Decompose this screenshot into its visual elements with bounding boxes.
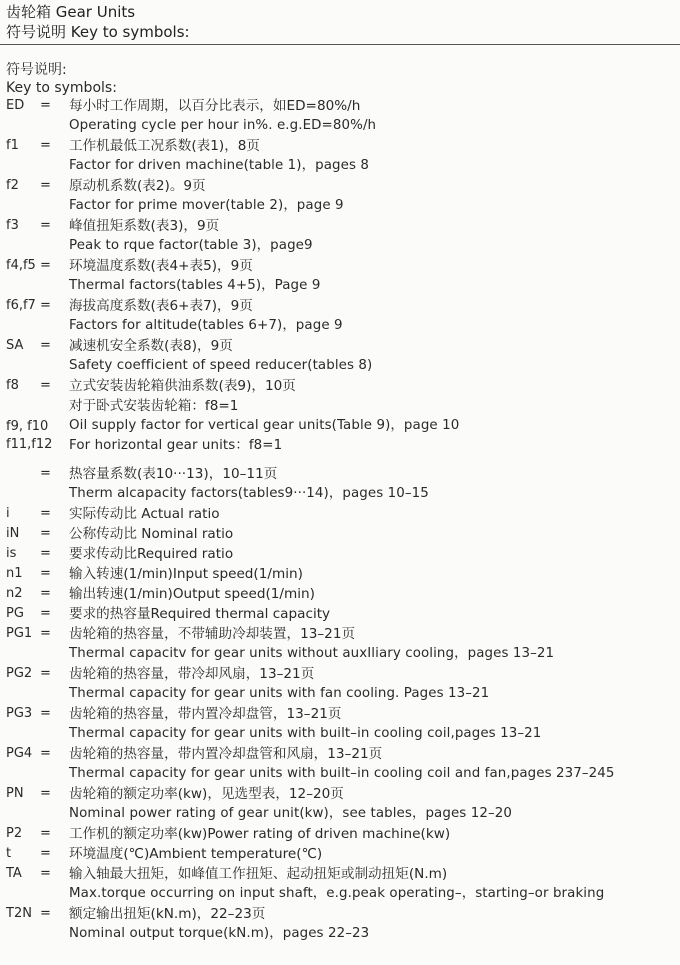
equals-sign: = bbox=[40, 338, 51, 353]
symbol-entry bbox=[0, 744, 680, 784]
description-line: 额定输出扭矩(kN.m)，22–23页 bbox=[69, 906, 266, 922]
symbol-label: PN bbox=[6, 786, 24, 801]
symbol-label: PG4 bbox=[6, 746, 33, 761]
description-line: 工作机的额定功率(kw)Power rating of driven machine(kw) bbox=[69, 826, 451, 842]
description-line: Max.torque occurring on input shaft，e.g.peak operating–，starting–or braking bbox=[69, 886, 605, 901]
description-line: Thermal capacitv for gear units without auxIliary cooling，pages 13–21 bbox=[69, 646, 555, 661]
symbol-entry bbox=[0, 784, 680, 824]
description-line: Operating cycle per hour in%. e.g.ED=80%/h bbox=[69, 118, 377, 133]
equals-sign: = bbox=[40, 666, 51, 681]
symbol-description bbox=[69, 544, 680, 564]
description-line: For horizontal gear units：f8=1 bbox=[69, 438, 283, 453]
description-line: 齿轮箱的热容量，带内置冷却盘管和风扇，13–21页 bbox=[69, 746, 383, 762]
symbol-entry bbox=[0, 864, 680, 904]
symbol-entry bbox=[0, 824, 680, 844]
description-line: Oil supply factor for vertical gear units(Table 9)，page 10 bbox=[69, 418, 460, 433]
symbol-entry bbox=[0, 584, 680, 604]
description-line: Nominal power rating of gear unit(kw)，see tables，pages 12–20 bbox=[69, 806, 513, 821]
symbol-label: n2 bbox=[6, 586, 23, 601]
symbol-description bbox=[69, 664, 680, 704]
equals-sign: = bbox=[40, 746, 51, 761]
intro-zh: 符号说明: bbox=[6, 62, 67, 78]
symbol-description bbox=[69, 624, 680, 664]
symbol-label-line: f11,f12 bbox=[6, 437, 53, 452]
symbol-description bbox=[69, 584, 680, 604]
description-line: Therm alcapacity factors(tables9···14)，pages 10–15 bbox=[69, 486, 429, 501]
description-line: Factors for altitude(tables 6+7)，page 9 bbox=[69, 318, 343, 333]
symbol-label: ED bbox=[6, 98, 25, 113]
equals-sign: = bbox=[40, 846, 51, 861]
symbol-description bbox=[69, 604, 680, 624]
description-line: Thermal capacity for gear units with fan cooling. Pages 13–21 bbox=[69, 686, 490, 701]
symbol-description bbox=[69, 524, 680, 544]
symbol-label: f1 bbox=[6, 138, 19, 153]
description-line: Thermal capacity for gear units with built–in cooling coil and fan,pages 237–245 bbox=[69, 766, 615, 781]
symbol-entry bbox=[0, 256, 680, 296]
header-title: 齿轮箱 Gear Units bbox=[6, 3, 136, 21]
equals-sign: = bbox=[40, 378, 51, 393]
symbol-description bbox=[69, 464, 680, 504]
symbol-entry bbox=[0, 844, 680, 864]
equals-sign: = bbox=[40, 98, 51, 113]
symbol-label: i bbox=[6, 506, 10, 521]
equals-sign: = bbox=[40, 566, 51, 581]
symbol-description bbox=[69, 136, 680, 176]
description-line: 环境温度(℃)Ambient temperature(℃) bbox=[69, 846, 323, 862]
symbol-entry bbox=[0, 544, 680, 564]
description-line: 输出转速(1/min)Output speed(1/min) bbox=[69, 586, 315, 602]
description-line: Thermal capacity for gear units with built–in cooling coil,pages 13–21 bbox=[69, 726, 542, 741]
header-divider bbox=[0, 44, 680, 45]
symbol-label: f2 bbox=[6, 178, 19, 193]
description-line: 每小时工作周期，以百分比表示，如ED=80%/h bbox=[69, 98, 361, 114]
equals-sign: = bbox=[40, 298, 51, 313]
symbol-label: f8 bbox=[6, 378, 19, 393]
description-line: 实际传动比 Actual ratio bbox=[69, 506, 220, 522]
symbol-description bbox=[69, 296, 680, 336]
symbol-label-line: f9, f10 bbox=[6, 419, 49, 434]
equals-sign: = bbox=[40, 906, 51, 921]
equals-sign: = bbox=[40, 506, 51, 521]
symbol-entry bbox=[0, 176, 680, 216]
symbol-entry bbox=[0, 704, 680, 744]
symbol-entry bbox=[0, 464, 680, 504]
equals-sign: = bbox=[40, 138, 51, 153]
symbol-label: T2N bbox=[6, 906, 32, 921]
symbol-entry bbox=[0, 564, 680, 584]
symbol-description bbox=[69, 376, 680, 456]
equals-sign: = bbox=[40, 706, 51, 721]
symbol-entry bbox=[0, 136, 680, 176]
equals-sign: = bbox=[40, 258, 51, 273]
description-line: 输入轴最大扭矩，如峰值工作扭矩、起动扭矩或制动扭矩(N.m) bbox=[69, 866, 448, 882]
description-line: Peak to rque factor(table 3)，page9 bbox=[69, 238, 313, 253]
equals-sign: = bbox=[40, 826, 51, 841]
symbol-label: PG2 bbox=[6, 666, 33, 681]
intro bbox=[6, 61, 117, 97]
symbol-entry bbox=[0, 376, 680, 456]
symbol-description bbox=[69, 96, 680, 136]
symbol-label: PG bbox=[6, 606, 24, 621]
description-line: 齿轮箱的热容量，带冷却风扇，13–21页 bbox=[69, 666, 315, 682]
symbol-description bbox=[69, 864, 680, 904]
symbol-description bbox=[69, 784, 680, 824]
symbol-label: iN bbox=[6, 526, 20, 541]
symbol-description bbox=[69, 216, 680, 256]
equals-sign: = bbox=[40, 218, 51, 233]
symbol-entry bbox=[0, 336, 680, 376]
equals-sign: = bbox=[40, 586, 51, 601]
symbol-entry bbox=[0, 524, 680, 544]
symbol-entry bbox=[0, 216, 680, 256]
symbol-description bbox=[69, 256, 680, 296]
symbol-label: SA bbox=[6, 338, 24, 353]
description-line: Safety coefficient of speed reducer(tables 8) bbox=[69, 358, 373, 373]
symbol-description bbox=[69, 904, 680, 944]
description-line: 峰值扭矩系数(表3)，9页 bbox=[69, 218, 220, 234]
symbol-label bbox=[6, 418, 52, 454]
description-line: 齿轮箱的热容量，不带辅助冷却装置，13–21页 bbox=[69, 626, 356, 642]
description-line: 齿轮箱的热容量，带内置冷却盘管，13–21页 bbox=[69, 706, 342, 722]
symbol-description bbox=[69, 176, 680, 216]
symbol-label: f3 bbox=[6, 218, 19, 233]
symbol-description bbox=[69, 336, 680, 376]
symbol-label: TA bbox=[6, 866, 22, 881]
description-line: Factor for driven machine(table 1)，pages 8 bbox=[69, 158, 370, 173]
symbol-label: n1 bbox=[6, 566, 23, 581]
symbol-label: PG3 bbox=[6, 706, 33, 721]
description-line: 热容量系数(表10···13)，10–11页 bbox=[69, 466, 278, 482]
symbol-label: P2 bbox=[6, 826, 23, 841]
equals-sign: = bbox=[40, 526, 51, 541]
description-line: 公称传动比 Nominal ratio bbox=[69, 526, 234, 542]
description-line: 海拔高度系数(表6+表7)，9页 bbox=[69, 298, 253, 314]
symbol-description bbox=[69, 744, 680, 784]
description-line: Nominal output torque(kN.m)，pages 22–23 bbox=[69, 926, 370, 941]
description-line: Thermal factors(tables 4+5)，Page 9 bbox=[69, 278, 321, 293]
description-line: 原动机系数(表2)。9页 bbox=[69, 178, 206, 194]
symbol-entry bbox=[0, 904, 680, 944]
symbol-label: PG1 bbox=[6, 626, 33, 641]
symbol-label: is bbox=[6, 546, 17, 561]
equals-sign: = bbox=[40, 546, 51, 561]
description-line: Factor for prime mover(table 2)，page 9 bbox=[69, 198, 344, 213]
description-line: 对于卧式安装齿轮箱：f8=1 bbox=[69, 398, 239, 414]
description-line: 立式安装齿轮箱供油系数(表9)，10页 bbox=[69, 378, 296, 394]
equals-sign: = bbox=[40, 178, 51, 193]
symbol-entry bbox=[0, 296, 680, 336]
symbol-list bbox=[0, 96, 680, 944]
symbol-label: t bbox=[6, 846, 12, 861]
symbol-entry bbox=[0, 504, 680, 524]
symbol-entry bbox=[0, 624, 680, 664]
equals-sign: = bbox=[40, 866, 51, 881]
description-line: 齿轮箱的额定功率(kw)，见选型表，12–20页 bbox=[69, 786, 344, 802]
header-subtitle: 符号说明 Key to symbols: bbox=[6, 23, 190, 41]
symbol-entry bbox=[0, 604, 680, 624]
description-line: 输入转速(1/min)Input speed(1/min) bbox=[69, 566, 303, 582]
symbol-label: f4,f5 bbox=[6, 258, 36, 273]
description-line: 减速机安全系数(表8)，9页 bbox=[69, 338, 233, 354]
intro-en: Key to symbols: bbox=[6, 80, 117, 96]
symbol-label: f6,f7 bbox=[6, 298, 36, 313]
symbol-entry bbox=[0, 664, 680, 704]
description-line: 要求传动比Required ratio bbox=[69, 546, 234, 562]
symbol-description bbox=[69, 564, 680, 584]
equals-sign: = bbox=[40, 466, 51, 481]
equals-sign: = bbox=[40, 786, 51, 801]
page-header bbox=[6, 2, 190, 42]
description-line: 环境温度系数(表4+表5)，9页 bbox=[69, 258, 253, 274]
symbol-description bbox=[69, 824, 680, 844]
symbol-description bbox=[69, 704, 680, 744]
equals-sign: = bbox=[40, 606, 51, 621]
symbol-description bbox=[69, 504, 680, 524]
symbol-entry bbox=[0, 96, 680, 136]
description-line: 要求的热容量Required thermal capacity bbox=[69, 606, 331, 622]
description-line: 工作机最低工况系数(表1)，8页 bbox=[69, 138, 261, 154]
equals-sign: = bbox=[40, 626, 51, 641]
symbol-description bbox=[69, 844, 680, 864]
